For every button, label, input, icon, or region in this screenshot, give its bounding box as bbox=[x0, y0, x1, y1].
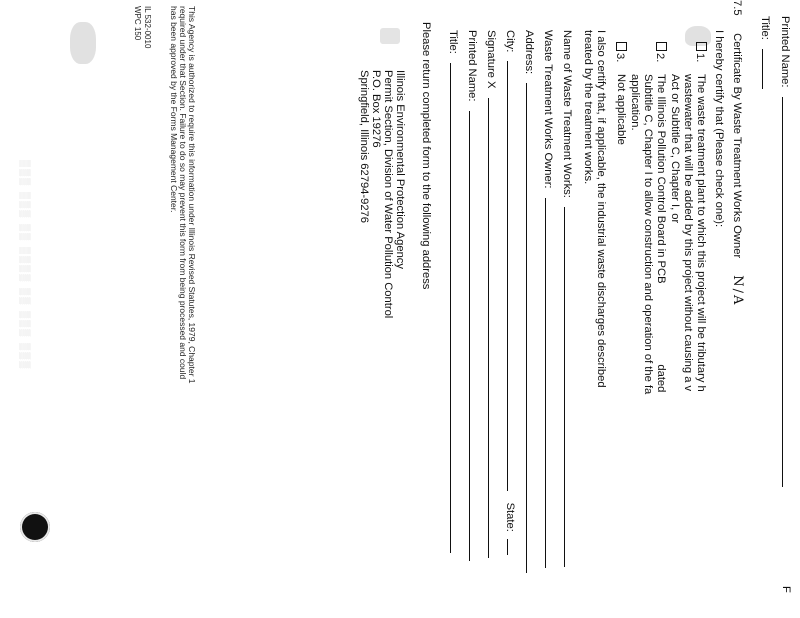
section-heading bbox=[730, 0, 744, 306]
option-3-checkbox[interactable] bbox=[613, 42, 627, 62]
printed-name-line-bottom[interactable] bbox=[469, 111, 479, 561]
option-1-text-line: wastewater that will be added by this project without causing a v bbox=[682, 74, 694, 392]
signature-line[interactable] bbox=[488, 98, 498, 558]
city-line[interactable] bbox=[507, 61, 517, 491]
option-1-text-line: The waste treatment plant to which this project will be tributary h bbox=[695, 74, 707, 392]
address-line[interactable] bbox=[526, 83, 536, 573]
address-line: P.O. Box 19276 bbox=[370, 70, 382, 148]
option-2-number: 2. bbox=[654, 53, 666, 63]
field-label: Title: bbox=[447, 30, 459, 54]
section-title: Certificate By Waste Treatment Works Owner bbox=[731, 33, 743, 259]
form-code: IL 532-0010 bbox=[143, 6, 152, 49]
option-1-number: 1. bbox=[694, 53, 706, 63]
handwritten-answer: N/A bbox=[730, 275, 745, 307]
field-label: Name of Waste Treatment Works: bbox=[561, 30, 573, 198]
disclosure-line: required under that Section. Failure to do so may prevent this form from being processed and could bbox=[178, 6, 188, 380]
edge-letter-text: F bbox=[780, 586, 792, 593]
printed-name-line[interactable] bbox=[782, 97, 792, 487]
field-label: Printed Name: bbox=[466, 30, 478, 102]
printed-name-field bbox=[778, 16, 792, 487]
title-field-top bbox=[758, 16, 772, 89]
title-field-bottom bbox=[446, 30, 460, 553]
edge-letter bbox=[779, 586, 792, 593]
also-certify-line: treated by the treatment works. bbox=[582, 30, 594, 185]
option-2-text-line: Subtitle C, Chapter I to allow construction and operation of the fa bbox=[642, 74, 654, 395]
printed-name-label: Printed Name: bbox=[779, 16, 791, 88]
address-line: Illinois Environmental Protection Agency bbox=[394, 70, 406, 269]
state-label: State: bbox=[504, 502, 516, 532]
field-label: Waste Treatment Works Owner: bbox=[542, 30, 554, 189]
option-2-text-line: application. bbox=[629, 74, 641, 131]
form-code: WPC 150 bbox=[133, 6, 142, 41]
state-line[interactable] bbox=[507, 539, 517, 555]
waste-works-name-line[interactable] bbox=[564, 207, 574, 567]
return-instruction: Please return completed form to the following address bbox=[420, 22, 432, 290]
disclosure-line: has been approved by the Forms Management Center. bbox=[169, 6, 179, 213]
option-3-number: 3. bbox=[614, 53, 626, 63]
title-line-bottom[interactable] bbox=[450, 63, 460, 553]
option-1-checkbox[interactable] bbox=[693, 42, 707, 62]
waste-works-name-field bbox=[560, 30, 574, 567]
field-label: Address: bbox=[523, 30, 535, 75]
option-2-checkbox[interactable] bbox=[653, 42, 667, 62]
option-2-text-line: The Illinois Pollution Control Board in PCB dated bbox=[655, 74, 667, 393]
address-field bbox=[522, 30, 536, 573]
printed-name-field-bottom bbox=[465, 30, 479, 561]
section-number: 7.5 bbox=[731, 0, 743, 16]
city-state-field bbox=[503, 30, 517, 555]
signature-field bbox=[484, 30, 498, 558]
option-1-text-line: Act or Subtitle C, Chapter I, or bbox=[669, 74, 681, 224]
option-3-text-line: Not applicable bbox=[615, 74, 627, 145]
bleed-through-text: ▒▒▒ ▒▒▒ ▒▒ ▒▒▒▒ ▒▒ ▒▒▒ ▒▒▒ bbox=[19, 160, 30, 371]
address-line: Springfield, Illinois 62794-9276 bbox=[358, 70, 370, 223]
checkbox-2[interactable] bbox=[656, 42, 667, 51]
checkbox-3[interactable] bbox=[616, 42, 627, 51]
title-label-top: Title: bbox=[759, 16, 771, 40]
field-label: Signature X bbox=[485, 30, 497, 89]
disclosure-line: This Agency is authorized to require this information under Illinois Revised Statutes, 1979, Chapter 1 bbox=[187, 6, 197, 384]
checkbox-1[interactable] bbox=[696, 42, 707, 51]
certify-intro: I hereby certify that (Please check one): bbox=[713, 30, 725, 228]
also-certify-line: I also certify that, if applicable, the industrial waste discharges described bbox=[595, 30, 607, 388]
title-line-top[interactable] bbox=[762, 49, 772, 89]
field-label: City: bbox=[504, 30, 516, 53]
works-owner-line[interactable] bbox=[545, 198, 555, 568]
works-owner-field bbox=[541, 30, 555, 568]
address-line: Permit Section, Division of Water Pollution Control bbox=[382, 70, 394, 319]
